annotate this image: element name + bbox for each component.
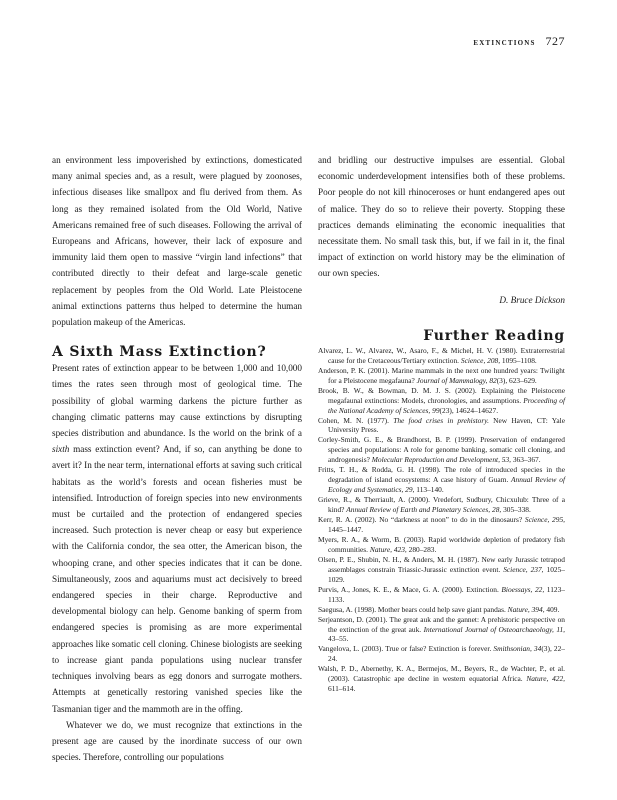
reference-item	[318, 465, 565, 495]
reference-item	[318, 585, 565, 605]
left-column	[52, 152, 302, 765]
reference-item	[318, 555, 565, 585]
running-header	[473, 34, 565, 49]
reference-text: 1025–1029.	[328, 564, 565, 584]
reference-text: Corley-Smith, G. E., & Brandhorst, B. P. (1999). Preservation of endangered species and populations: A role for genome banking, somatic cell cloning, and androgenesis?	[318, 435, 565, 465]
reference-text: 1123–1133.	[328, 584, 565, 604]
reference-source: Smithsonian, 34	[493, 644, 542, 654]
reference-source: The food crises in prehistory.	[393, 415, 489, 425]
reference-item	[318, 644, 565, 664]
reference-item	[318, 515, 565, 535]
reference-text: Alvarez, L. W., Alvarez, W., Asaro, F., & Michel, H. V. (1980). Extraterrestrial cause for the Cretaceous/Tertiary extinction.	[318, 345, 565, 365]
body-paragraph: Whatever we do, we must recognize that extinctions in the present age are caused by the inordinate success of our own species. Therefore, controlling our populations	[52, 719, 302, 763]
running-title: extinctions	[473, 37, 536, 48]
reference-text: Serjeantson, D. (2001). The great auk and the gannet: A prehistoric perspective on the extinction of the great auk.	[318, 614, 565, 634]
reference-source: Science, 295,	[524, 515, 565, 525]
reference-item	[318, 366, 565, 386]
reference-text: 1095–1108.	[500, 355, 537, 365]
reference-text: Anderson, P. K. (2001). Marine mammals in the next one hundred years: Twilight for a Pleistocene megafauna?	[318, 365, 565, 385]
reference-item	[318, 386, 565, 416]
reference-source: Annual Review of Earth and Planetary Sciences, 28,	[346, 505, 502, 515]
reference-text: 409.	[544, 604, 560, 614]
reference-text: Saegusa, A. (1998). Mother bears could help save giant pandas.	[318, 604, 508, 614]
reference-text: 43–55.	[328, 634, 349, 644]
right-column	[318, 152, 565, 694]
reference-text: Fritts, T. H., & Rodda, G. H. (1998). The role of introduced species in the degradation of island ecosystems: A case history of Guam.	[318, 465, 565, 485]
emphasis: sixth	[52, 444, 70, 455]
reference-text: (3), 623–629.	[496, 375, 537, 385]
reference-item	[318, 346, 565, 366]
reference-text: 1445–1447.	[328, 524, 364, 534]
text-run: Present rates of extinction appear to be between 1,000 and 10,000 times the rates seen through most of geological time. The possibility of global warming darkens the picture further as changing climatic patterns may cause extinctions by disrupting species distribution and abundance. Is the world on the brink of a	[52, 363, 302, 439]
reference-item	[318, 605, 565, 615]
reference-text: Kerr, R. A. (2002). No “darkness at noon” to do in the dinosaurs?	[318, 515, 525, 525]
body-paragraph: an environment less impoverished by extinctions, domesticated many animal species and, as a result, were plagued by zoonoses, infectious diseases like smallpox and flu derived from them. As long as they remained isolated from the Old World, Native Americans remained free of such diseases. Following the arrival of Europeans and Africans, however, their lack of exposure and immunity laid them open to massive “virgin land infections” that contributed directly to their defeat and large-scale genetic replacement by peoples from the Old World. Late Pleistocene animal extinctions patterns thus helped to determine the human population makeup of the Americas.	[52, 155, 302, 328]
reference-text: 280–283.	[406, 544, 437, 554]
reference-text: New Haven, CT: Yale University Press.	[328, 415, 565, 435]
reference-text: (23), 14624–14627.	[439, 405, 499, 415]
reference-text: Cohen, M. N. (1977).	[318, 415, 394, 425]
reference-source: Nature, 422,	[526, 674, 566, 684]
reference-text: Grieve, R., & Therriault, A. (2000). Vredefort, Sudbury, Chicxulub: Three of a kind?	[318, 495, 565, 515]
reference-text: 305–338.	[501, 505, 531, 515]
reference-source: Science, 237,	[503, 564, 544, 574]
reference-source: Annual Review of Ecology and Systematics, 29,	[328, 475, 565, 495]
further-reading-heading: Further Reading	[423, 327, 565, 344]
reference-source: Molecular Reproduction and Development, 53,	[371, 455, 512, 465]
reference-text: 113–140.	[414, 485, 444, 495]
author-signature: D. Bruce Dickson	[499, 294, 565, 305]
text-run: mass extinction event? And, if so, can anything be done to avert it? In the near term, international efforts at saving such critical habitats as the world’s forests and ocean fisheries must be intensified. Introduction of foreign species into new environments must be curtailed and the protection of endangered species increased. Such protection is never cheap or easy but experience with the California condor, the sea otter, the American bison, the whooping crane, and other species indicates that it can be done. Simultaneously, zoos and aquariums must act decisively to breed endangered species in their charge. Reproductive and developmental biology can help. Genome banking of sperm from endangered species is promising as are more experimental approaches like somatic cell cloning. Chinese biologists are seeking to increase giant panda populations using nuclear transfer techniques involving bears as egg donors and surrogate mothers. Attempts at genetically restoring vanished species like the Tasmanian tiger and the mammoth are in the offing.	[52, 444, 302, 714]
reference-source: Science, 208,	[460, 355, 501, 365]
reference-text: Walsh, P. D., Abernethy, K. A., Bermejos, M., Beyers, R., de Wachter, P., et al. (2003). Catastrophic ape decline in western equatorial Africa.	[318, 664, 565, 684]
reference-text: (3), 22–24.	[328, 644, 565, 664]
reference-item	[318, 435, 565, 465]
reference-source: Bioessays, 22,	[501, 584, 545, 594]
reference-item	[318, 535, 565, 555]
reference-list	[318, 346, 565, 694]
reference-source: International Journal of Osteoarchaeology, 11,	[423, 624, 566, 634]
reference-text: Myers, R. A., & Worm, B. (2003). Rapid worldwide depletion of predatory fish communities.	[318, 534, 565, 554]
reference-item	[318, 495, 565, 515]
reference-text: 363–367.	[511, 455, 541, 465]
reference-item	[318, 664, 565, 694]
section-heading: A Sixth Mass Extinction?	[52, 344, 267, 361]
page-number: 727	[545, 34, 565, 48]
body-paragraph: and bridling our destructive impulses are essential. Global economic underdevelopment intensifies both of these problems. Poor people do not kill rhinoceroses or hunt endangered apes out of malice. They do so to relieve their poverty. Stopping these practices demands eliminating the economic inequalities that necessitate them. No small task this, but, if we fail in it, the final impact of extinction on world history may be the elimination of our own species.	[318, 155, 565, 279]
reference-source: Nature, 423,	[369, 544, 407, 554]
reference-item	[318, 416, 565, 436]
reference-text: Olsen, P. E., Shubin, N. H., & Anders, M. H. (1987). New early Jurassic tetrapod assemblages constrain Triassic-Jurassic extinction event.	[318, 554, 565, 574]
reference-item	[318, 615, 565, 645]
reference-text: 611–614.	[328, 684, 356, 694]
reference-source: Proceeding of the National Academy of Sciences, 99	[328, 395, 566, 415]
reference-source: Journal of Mammalogy, 82	[416, 375, 497, 385]
reference-text: Purvis, A., Jones, K. E., & Mace, G. A. (2000). Extinction.	[318, 584, 502, 594]
reference-text: Vangelova, L. (2003). True or false? Extinction is forever.	[318, 644, 494, 654]
reference-source: Nature, 394,	[507, 604, 545, 614]
reference-text: Brook, B. W., & Bowman, D. M. J. S. (2002). Explaining the Pleistocene megafaunal extinctions: Models, chronologies, and assumptions.	[318, 385, 565, 405]
body-paragraph	[52, 360, 302, 716]
